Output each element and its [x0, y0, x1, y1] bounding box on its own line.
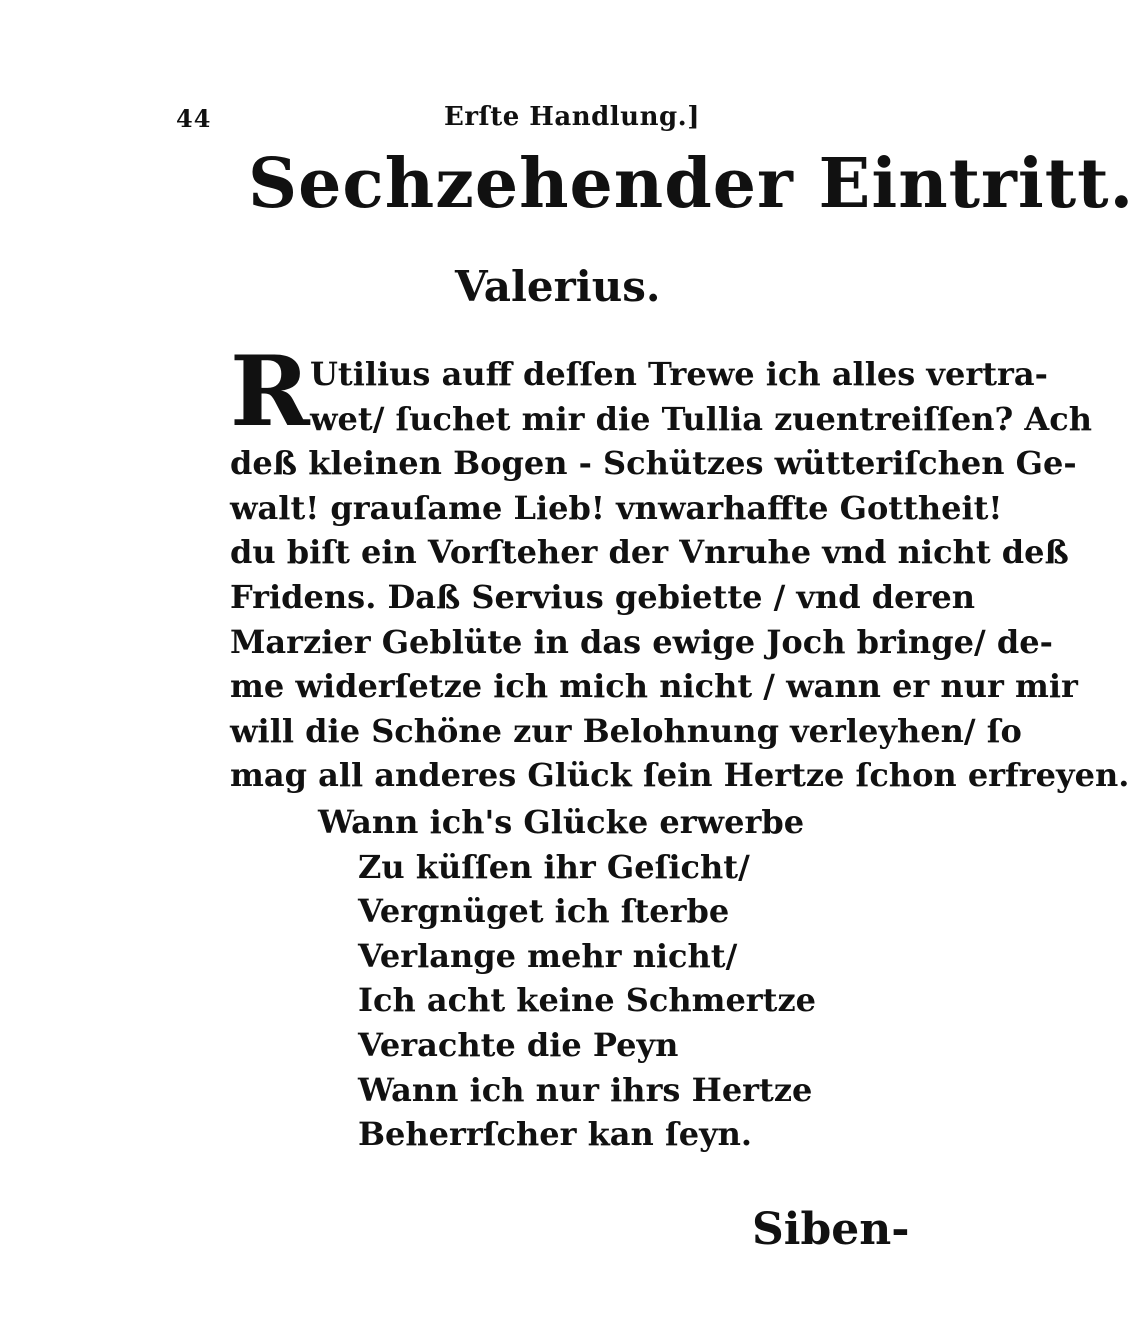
prose-line: Marzier Geblüte in das ewige Joch bringe/ de- [230, 622, 1053, 661]
prose-line: du biſt ein Vorſteher der Vnruhe vnd nicht deß [230, 533, 1069, 572]
running-head: Erſte Handlung.] [444, 102, 701, 132]
verse-line: Zu küſſen ihr Geſicht/ [358, 847, 750, 886]
verse-line: Wann ich's Glücke erwerbe [318, 803, 805, 841]
verse-line: Verachte die Peyn [358, 1025, 679, 1064]
drop-cap: R [230, 335, 310, 448]
prose-line: Utilius auff deſſen Trewe ich alles vertra- [310, 355, 1048, 393]
prose-line: walt! grauſame Lieb! vnwarhaffte Gottheit! [230, 488, 1003, 527]
verse-line: Vergnüget ich ſterbe [358, 892, 730, 931]
verse-line: Beherrſcher kan ſeyn. [358, 1115, 753, 1154]
prose-line: deß kleinen Bogen - Schützes wütteriſchen Ge- [230, 444, 1077, 483]
prose-line: wet/ ſuchet mir die Tullia zuentreiſſen? Ach [310, 399, 1092, 438]
verse-line: Wann ich nur ihrs Hertze [358, 1070, 813, 1109]
page-number: 44 [176, 104, 212, 133]
verse-block [318, 800, 818, 1157]
prose-line: mag all anderes Glück ſein Hertze ſchon erfreyen. [230, 756, 1130, 795]
prose-block [230, 352, 1130, 798]
prose-line: will die Schöne zur Belohnung verleyhen/ ſo [230, 711, 1022, 750]
verse-line: Verlange mehr nicht/ [358, 936, 738, 975]
prose-line: me widerſetze ich mich nicht / wann er nur mir [230, 667, 1078, 706]
catchword: Siben- [752, 1204, 910, 1255]
prose-line: Fridens. Daß Servius gebiette / vnd deren [230, 577, 976, 616]
scene-title: Sechzehender Eintritt. [248, 144, 1134, 224]
speaker-name: Valerius. [455, 262, 661, 311]
verse-line: Ich acht keine Schmertze [358, 981, 816, 1020]
